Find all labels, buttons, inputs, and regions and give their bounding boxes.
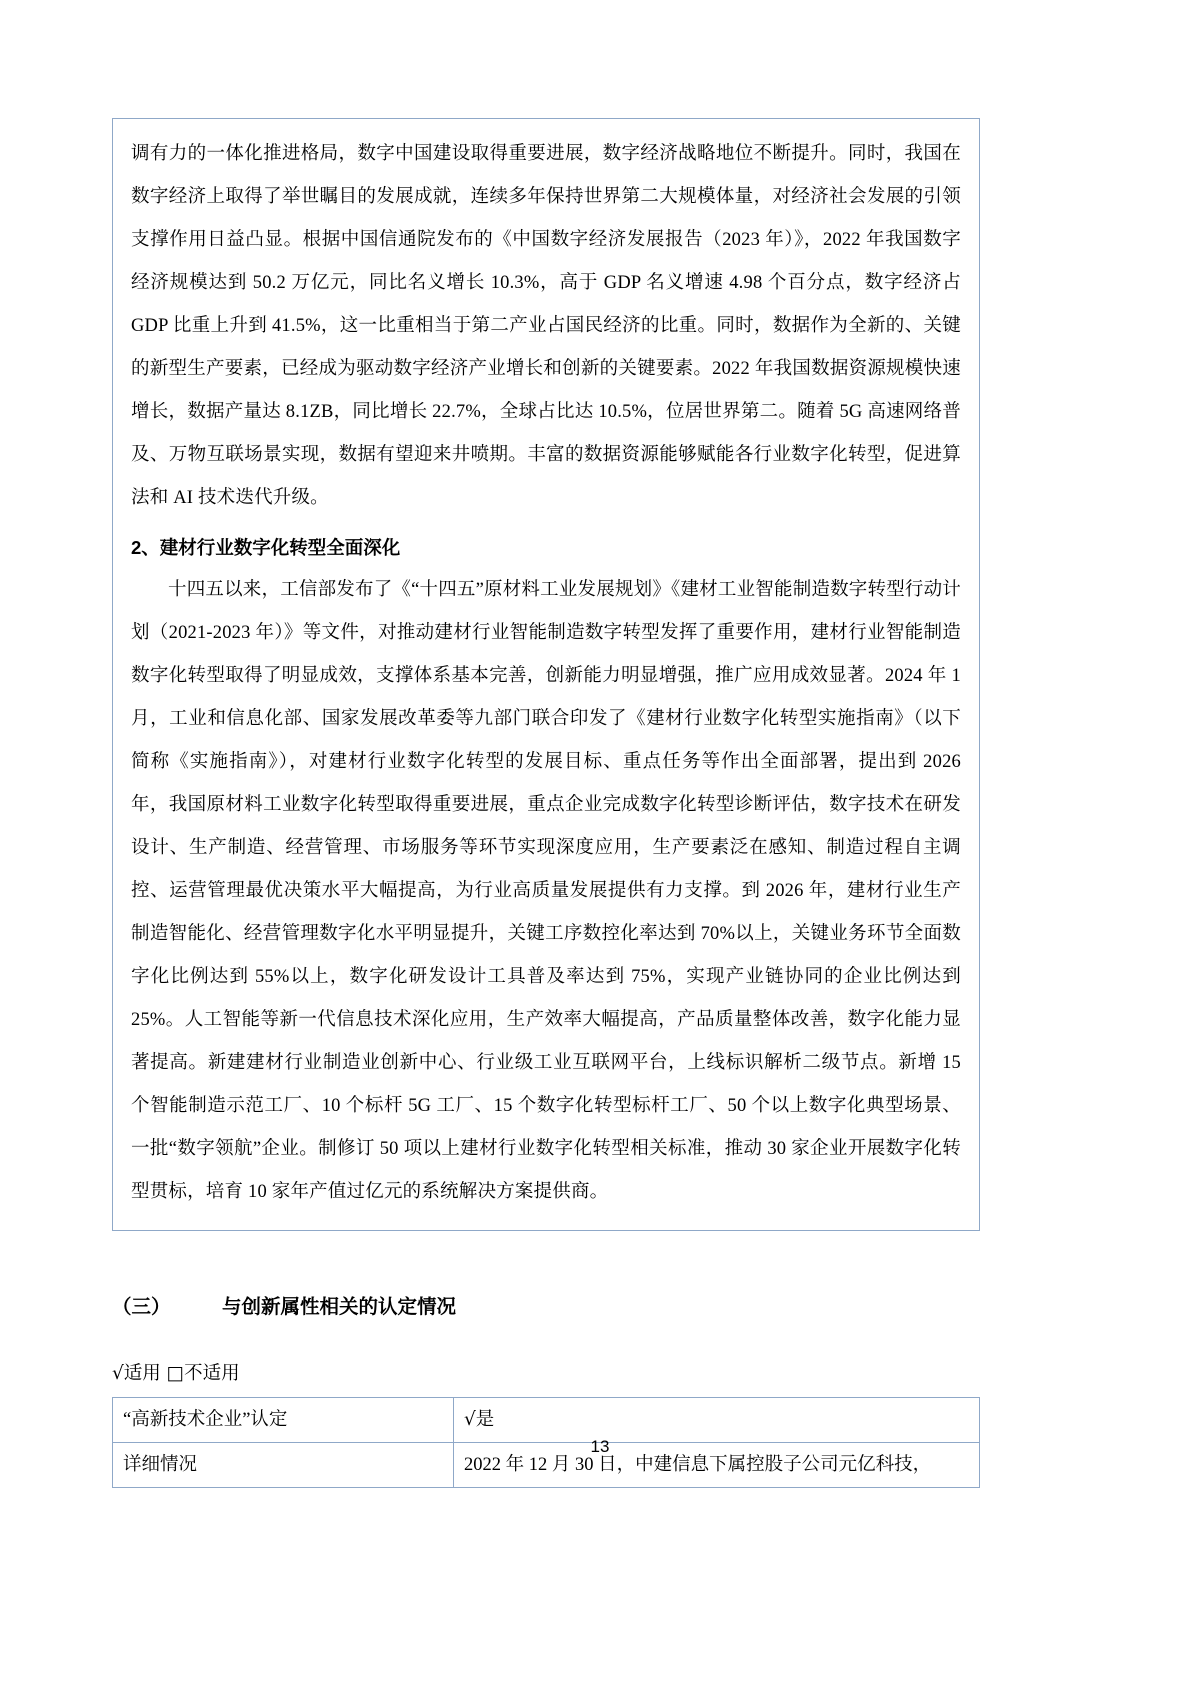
subsection-heading-2: 2、建材行业数字化转型全面深化 xyxy=(131,537,401,558)
table-cell-label-details: 详细情况 xyxy=(113,1443,454,1488)
section-heading xyxy=(112,1287,980,1327)
paragraph-continuation: 调有力的一体化推进格局，数字中国建设取得重要进展，数字经济战略地位不断提升。同时，我国在数字经济上取得了举世瞩目的发展成就，连续多年保持世界第二大规模体量，对经济社会发展的引领支撑作用日益凸显。根据中国信通院发布的《中国数字经济发展报告（2023 年）》，2022 年我国数字经济规模达到 50.2 万亿元，同比名义增长 10.3%，高于 GDP 名义增速 4.98 个百分点，数字经济占 GDP 比重上升到 41.5%，这一比重相当于第二产业占国民经济的比重。同时，数据作为全新的、关键的新型生产要素，已经成为驱动数字经济产业增长和创新的关键要素。2022 年我国数据资源规模快速增长，数据产量达 8.1ZB，同比增长 22.7%，全球占比达 10.5%，位居世界第二。随着 5G 高速网络普及、万物互联场景实现，数据有望迎来井喷期。丰富的数据资源能够赋能各行业数字化转型，促进算法和 AI 技术迭代升级。 xyxy=(131,144,961,508)
bordered-text-block xyxy=(112,118,980,1231)
table-cell-value-hightech: √是 xyxy=(454,1398,980,1443)
table-cell-value-details: 2022 年 12 月 30 日，中建信息下属控股子公司元亿科技， xyxy=(454,1443,980,1488)
section-title-text: 与创新属性相关的认定情况 xyxy=(222,1296,457,1318)
page-number: 13 xyxy=(590,1437,610,1456)
paragraph-building-materials: 十四五以来，工信部发布了《“十四五”原材料工业发展规划》《建材工业智能制造数字转型行动计划（2021-2023 年）》等文件，对推动建材行业智能制造数字转型发挥了重要作用，建材行业智能制造数字化转型取得了明显成效，支撑体系基本完善，创新能力明显增强，推广应用成效显著。2024 年 1 月，工业和信息化部、国家发展改革委等九部门联合印发了《建材行业数字化转型实施指南》（以下简称《实施指南》），对建材行业数字化转型的发展目标、重点任务等作出全面部署，提出到 2026 年，我国原材料工业数字化转型取得重要进展，重点企业完成数字化转型诊断评估，数字技术在研发设计、生产制造、经营管理、市场服务等环节实现深度应用，生产要素泛在感知、制造过程自主调控、运营管理最优决策水平大幅提高，为行业高质量发展提供有力支撑。到 2026 年，建材行业生产制造智能化、经营管理数字化水平明显提升，关键工序数控化率达到 70%以上，关键业务环节全面数字化比例达到 55%以上，数字化研发设计工具普及率达到 75%，实现产业链协同的企业比例达到 25%。人工智能等新一代信息技术深化应用，生产效率大幅提高，产品质量整体改善，数字化能力显著提高。新建建材行业制造业创新中心、行业级工业互联网平台，上线标识解析二级节点。新增 15 个智能制造示范工厂、10 个标杆 5G 工厂、15 个数字化转型标杆工厂、50 个以上数字化典型场景、一批“数字领航”企业。制修订 50 项以上建材行业数字化转型相关标准，推动 30 家企业开展数字化转型贯标，培育 10 家年产值过亿元的系统解决方案提供商。 xyxy=(131,580,961,1202)
section-label: （三） xyxy=(112,1296,171,1318)
applicability-text: √适用 □不适用 xyxy=(112,1363,240,1384)
table-cell-label-hightech: “高新技术企业”认定 xyxy=(113,1398,454,1443)
applicability-row xyxy=(112,1355,980,1393)
page-content xyxy=(112,118,980,1488)
table-row xyxy=(113,1398,980,1443)
section-three xyxy=(112,1287,980,1327)
